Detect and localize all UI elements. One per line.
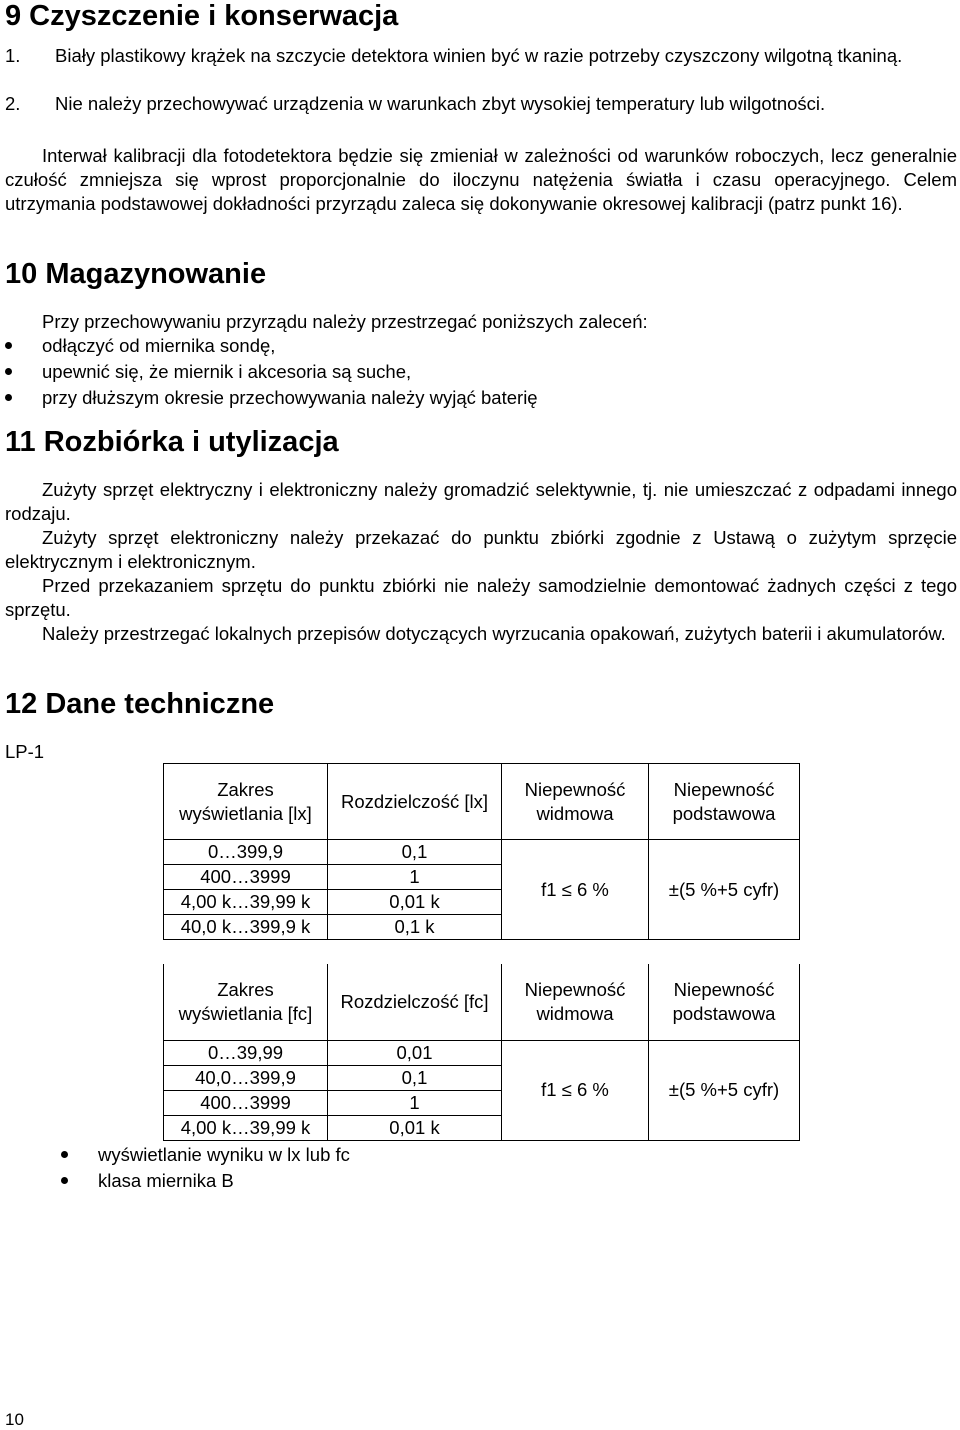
range-cell: 40,0 k…399,9 k [164,915,328,940]
calibration-paragraph: Interwał kalibracji dla fotodetektora będzie się zmieniał w zależności od warunków roboczych, lecz generalnie czułość zmniejsza się wprost proporcjonalnie do iloczynu natężenia światła i czasu operacyjnego. Celem utrzymania podstawowej dokładności przyrządu zaleca się dokonywanie okresowej kalibracji (patrz punkt 16). [5,145,957,214]
column-header: Zakres wyświetlania [fc] [164,964,328,1040]
bullet-icon [5,394,12,401]
list-item: Nie należy przechowywać urządzenia w warunkach zbyt wysokiej temperatury lub wilgotności. [55,93,826,114]
resolution-cell: 0,1 [328,1065,502,1090]
spec-table-fc [163,964,800,1141]
list-number: 2. [5,93,21,114]
column-header: Niepewność widmowa [502,764,649,840]
storage-intro: Przy przechowywaniu przyrządu należy przestrzegać poniższych zaleceń: [42,311,648,332]
spec-table-lx [163,763,800,940]
bullet-icon [5,368,12,375]
section-12-title: 12 Dane techniczne [5,688,275,720]
list-item: przy dłuższym okresie przechowywania należy wyjąć baterię [42,387,538,408]
resolution-cell: 0,1 [328,840,502,865]
spectral-uncertainty-cell: f1 ≤ 6 % [502,840,649,940]
range-cell: 400…3999 [164,1090,328,1115]
list-item: klasa miernika B [98,1170,234,1191]
disposal-paragraph: Należy przestrzegać lokalnych przepisów dotyczących wyrzucania opakowań, zużytych baterii i akumulatorów. [42,623,946,644]
model-label: LP-1 [5,741,45,762]
bullet-icon [61,1177,68,1184]
list-item: wyświetlanie wyniku w lx lub fc [98,1144,350,1165]
spectral-uncertainty-cell: f1 ≤ 6 % [502,1040,649,1140]
range-cell: 4,00 k…39,99 k [164,1115,328,1140]
column-header: Niepewność podstawowa [649,964,800,1040]
list-number: 1. [5,45,21,66]
column-header: Rozdzielczość [fc] [328,964,502,1040]
section-9-title: 9 Czyszczenie i konserwacja [5,0,399,32]
range-cell: 400…3999 [164,865,328,890]
resolution-cell: 1 [328,1090,502,1115]
range-cell: 40,0…399,9 [164,1065,328,1090]
section-11-title: 11 Rozbiórka i utylizacja [5,426,339,458]
basic-uncertainty-cell: ±(5 %+5 cyfr) [649,840,800,940]
section-10-title: 10 Magazynowanie [5,258,267,290]
page-number: 10 [5,1410,24,1429]
resolution-cell: 0,01 [328,1040,502,1065]
resolution-cell: 0,01 k [328,890,502,915]
list-item: odłączyć od miernika sondę, [42,335,276,356]
disposal-paragraph: Przed przekazaniem sprzętu do punktu zbiórki nie należy samodzielnie demontować żadnych części z tego sprzętu. [5,575,957,620]
list-item: Biały plastikowy krążek na szczycie detektora winien być w razie potrzeby czyszczony wilgotną tkaniną. [55,45,903,66]
list-item: upewnić się, że miernik i akcesoria są suche, [42,361,412,382]
bullet-icon [61,1151,68,1158]
resolution-cell: 0,1 k [328,915,502,940]
resolution-cell: 0,01 k [328,1115,502,1140]
disposal-paragraph: Zużyty sprzęt elektryczny i elektroniczny należy gromadzić selektywnie, tj. nie umieszczać z odpadami innego rodzaju. [5,479,957,524]
range-cell: 0…39,99 [164,1040,328,1065]
disposal-paragraph: Zużyty sprzęt elektroniczny należy przekazać do punktu zbiórki zgodnie z Ustawą o zużytym sprzęcie elektrycznym i elektronicznym. [5,527,957,572]
column-header: Niepewność widmowa [502,964,649,1040]
column-header: Rozdzielczość [lx] [328,764,502,840]
bullet-icon [5,342,12,349]
basic-uncertainty-cell: ±(5 %+5 cyfr) [649,1040,800,1140]
resolution-cell: 1 [328,865,502,890]
column-header: Zakres wyświetlania [lx] [164,764,328,840]
column-header: Niepewność podstawowa [649,764,800,840]
range-cell: 0…399,9 [164,840,328,865]
range-cell: 4,00 k…39,99 k [164,890,328,915]
